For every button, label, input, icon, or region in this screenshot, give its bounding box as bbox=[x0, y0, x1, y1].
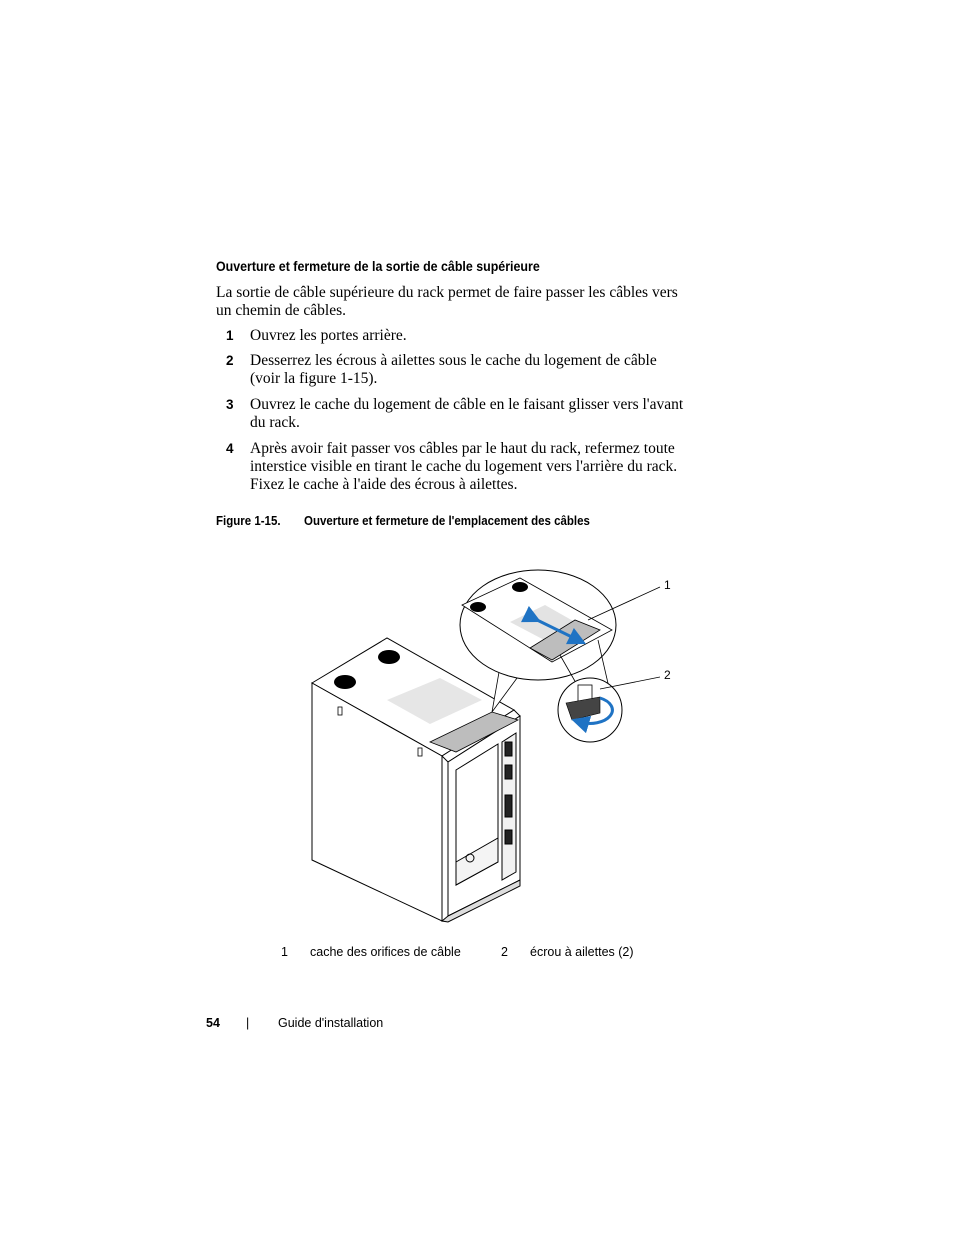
footer-separator: | bbox=[246, 1016, 250, 1030]
step-number: 1 bbox=[226, 328, 234, 343]
step-text: Après avoir fait passer vos câbles par le haut du rack, refermez toute interstice visible en tirant le cache du logement vers l'arrière du rack. Fixez le cache à l'aide des écrous à ailettes. bbox=[250, 440, 678, 493]
legend-label-1: cache des orifices de câble bbox=[310, 945, 461, 959]
rail-slot bbox=[505, 742, 512, 756]
zoom-cable-hole bbox=[512, 582, 528, 592]
page-number: 54 bbox=[206, 1016, 220, 1030]
footer-doc-title: Guide d'installation bbox=[278, 1016, 384, 1030]
figure-number: Figure 1-15. bbox=[216, 514, 281, 528]
zoom-cable-hole bbox=[470, 602, 486, 612]
legend-label-2: écrou à ailettes (2) bbox=[530, 945, 634, 959]
step-text: Ouvrez le cache du logement de câble en le faisant glisser vers l'avant du rack. bbox=[250, 396, 684, 431]
rail-slot bbox=[505, 765, 512, 779]
legend-number-1: 1 bbox=[281, 945, 288, 959]
top-cable-hole bbox=[334, 675, 356, 689]
callout-number-2: 2 bbox=[664, 668, 671, 682]
section-heading: Ouverture et fermeture de la sortie de câble supérieure bbox=[216, 259, 540, 274]
step-number: 2 bbox=[226, 353, 234, 368]
callout-leader-2 bbox=[600, 677, 660, 689]
zoom-detail-cover bbox=[460, 570, 616, 680]
callout-number-1: 1 bbox=[664, 578, 671, 592]
figure-title: Ouverture et fermeture de l'emplacement des câbles bbox=[304, 514, 590, 528]
top-cable-hole bbox=[378, 650, 400, 664]
legend-number-2: 2 bbox=[501, 945, 508, 959]
intro-paragraph: La sortie de câble supérieure du rack permet de faire passer les câbles vers un chemin de câbles. bbox=[216, 284, 678, 319]
step-text: Ouvrez les portes arrière. bbox=[250, 327, 407, 344]
step-number: 3 bbox=[226, 397, 234, 412]
step-text: Desserrez les écrous à ailettes sous le cache du logement de câble (voir la figure 1-15). bbox=[250, 352, 657, 387]
rail-slot bbox=[505, 795, 512, 817]
rail-slot bbox=[505, 830, 512, 844]
step-number: 4 bbox=[226, 441, 234, 456]
